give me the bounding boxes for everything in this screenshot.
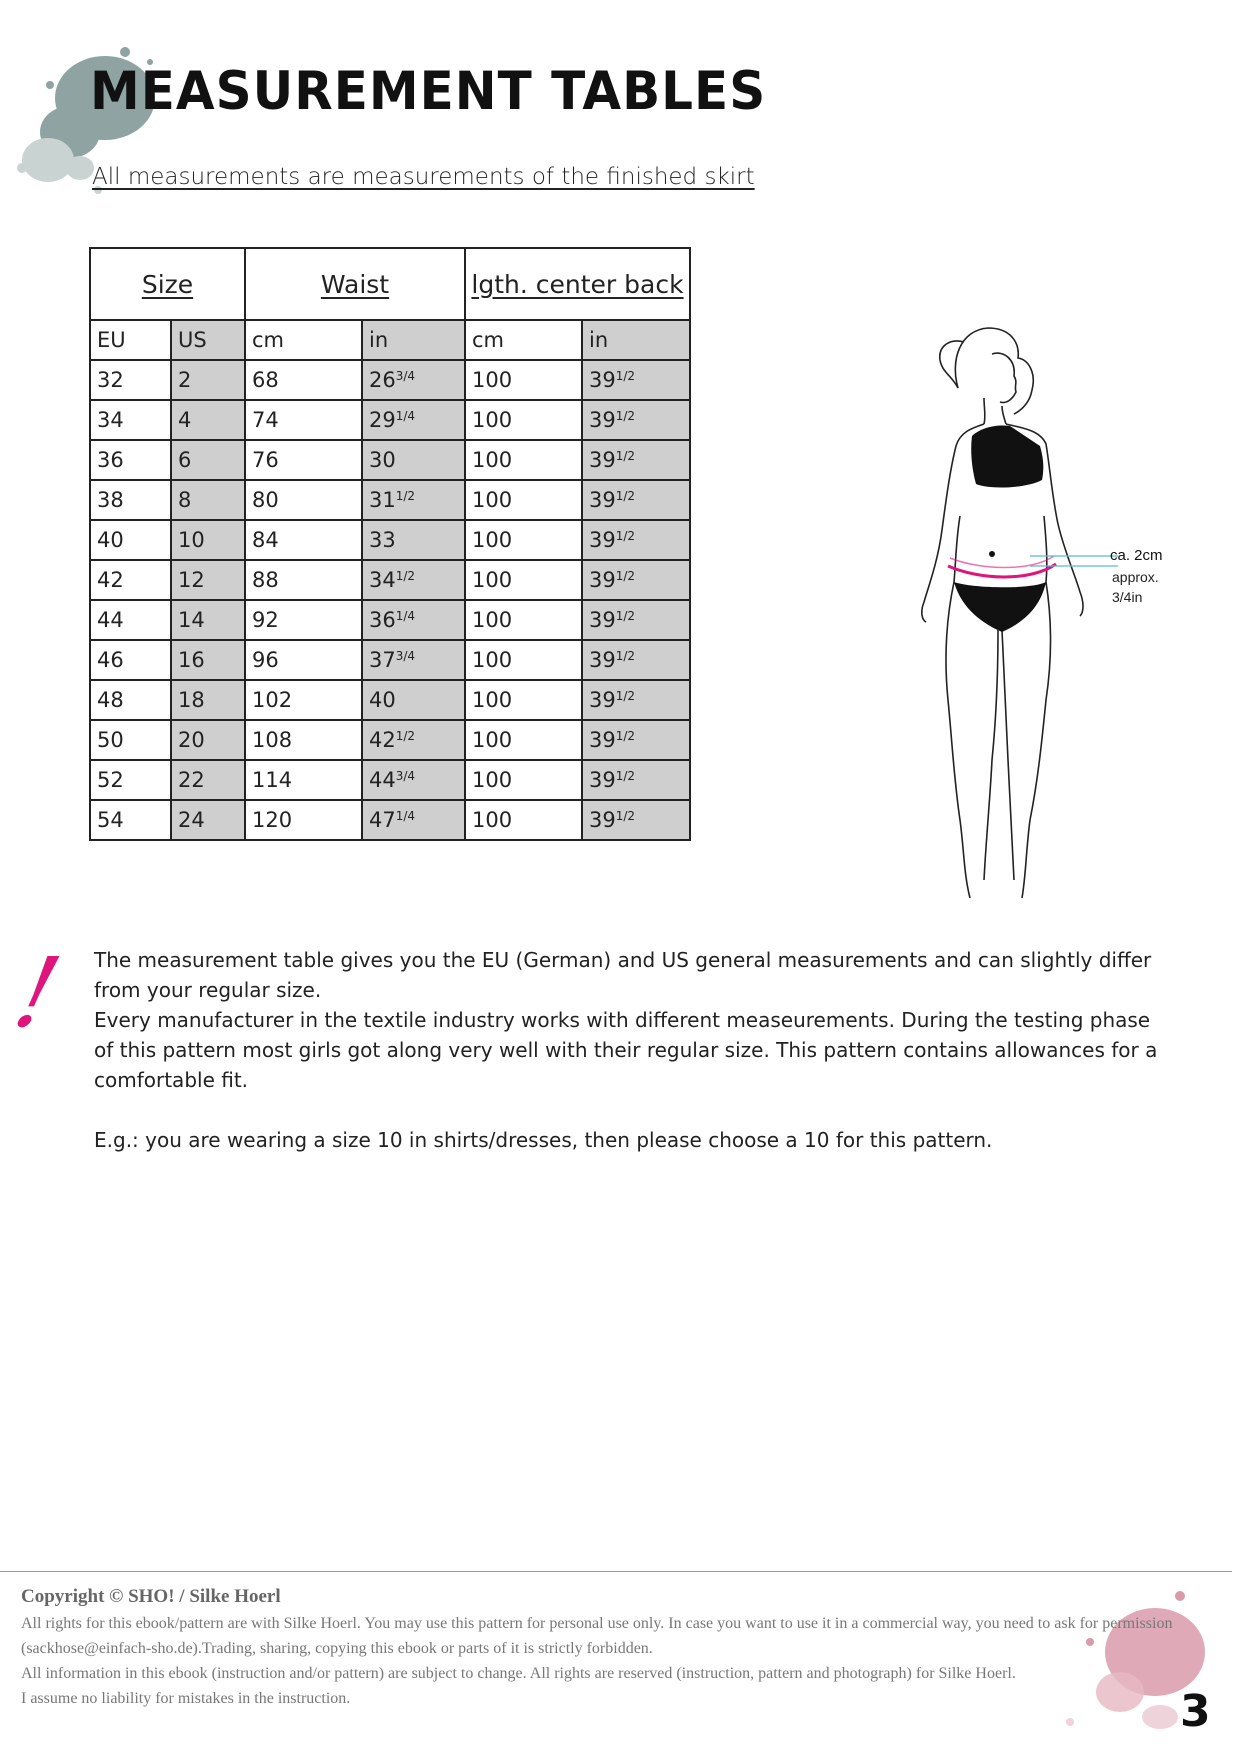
cell-eu-value: 46 <box>97 648 124 672</box>
size-note <box>94 945 1174 1155</box>
cell-length-in <box>582 800 690 840</box>
cell-us <box>171 600 245 640</box>
cell-waist-in <box>362 520 465 560</box>
cell-length-cm <box>465 400 582 440</box>
cell-eu <box>90 640 171 680</box>
cell-length-in-fraction: 1/2 <box>615 689 636 703</box>
cell-eu-value: 34 <box>97 408 124 432</box>
cell-us-value: 18 <box>178 688 205 712</box>
cell-length-cm-value: 100 <box>472 688 513 712</box>
note-paragraph-3: E.g.: you are wearing a size 10 in shirts/dresses, then please choose a 10 for this pattern. <box>94 1128 993 1152</box>
cell-length-cm-value: 100 <box>472 648 513 672</box>
cell-waist-in <box>362 720 465 760</box>
cell-us <box>171 360 245 400</box>
cell-length-in <box>582 760 690 800</box>
cell-eu-value: 54 <box>97 808 124 832</box>
cell-length-cm-value: 100 <box>472 448 513 472</box>
cell-length-in-value: 39 <box>589 688 616 712</box>
cell-us <box>171 480 245 520</box>
cell-us <box>171 520 245 560</box>
cell-us-value: 8 <box>178 488 192 512</box>
cell-length-in <box>582 680 690 720</box>
cell-eu-value: 38 <box>97 488 124 512</box>
cell-waist-in-fraction: 1/4 <box>395 409 416 423</box>
cell-eu-value: 40 <box>97 528 124 552</box>
cell-waist-cm-value: 92 <box>252 608 279 632</box>
cell-us <box>171 400 245 440</box>
cell-waist-in-fraction: 3/4 <box>395 369 416 383</box>
cell-length-cm-value: 100 <box>472 528 513 552</box>
cell-length-in <box>582 520 690 560</box>
subheader-waist-in: in <box>362 320 465 360</box>
table-row <box>90 680 690 720</box>
cell-length-in-value: 39 <box>589 728 616 752</box>
cell-eu <box>90 760 171 800</box>
cell-waist-in <box>362 760 465 800</box>
header-length: lgth. center back <box>465 248 690 320</box>
navel-marker <box>989 551 995 557</box>
cell-waist-cm <box>245 360 362 400</box>
cell-waist-in <box>362 440 465 480</box>
bikini-top <box>971 425 1043 487</box>
page-number: 3 <box>1180 1686 1211 1737</box>
note-paragraph-2: Every manufacturer in the textile industry works with different measeurements. During the testing phase of this pattern most girls got along very well with their regular size. This pattern contains allowances for a comfortable fit. <box>94 1008 1158 1092</box>
cell-waist-cm-value: 80 <box>252 488 279 512</box>
cell-us-value: 24 <box>178 808 205 832</box>
table-row <box>90 360 690 400</box>
cell-waist-cm-value: 84 <box>252 528 279 552</box>
cell-length-in-fraction: 1/2 <box>615 489 636 503</box>
cell-waist-cm <box>245 640 362 680</box>
cell-length-in-fraction: 1/2 <box>615 609 636 623</box>
cell-eu <box>90 600 171 640</box>
bikini-bottom <box>954 582 1046 632</box>
cell-length-in-value: 39 <box>589 528 616 552</box>
cell-eu <box>90 520 171 560</box>
footer-line-1: All rights for this ebook/pattern are with Silke Hoerl. You may use this pattern for personal use only. In case you want to use it in a commercial way, you need to ask for permission (sackhose@einfach-sho.de).Trading, sharing, copying this ebook or parts of it is strictly forbidden. <box>21 1615 1173 1657</box>
cell-waist-cm-value: 74 <box>252 408 279 432</box>
table-row <box>90 760 690 800</box>
cell-eu <box>90 560 171 600</box>
body-measurement-figure <box>880 320 1180 900</box>
subheader-waist-cm: cm <box>245 320 362 360</box>
table-row <box>90 560 690 600</box>
footer-divider <box>0 1571 1232 1572</box>
cell-length-in-value: 39 <box>589 488 616 512</box>
header-size: Size <box>90 248 245 320</box>
cell-length-in <box>582 600 690 640</box>
cell-us-value: 10 <box>178 528 205 552</box>
cell-length-cm-value: 100 <box>472 768 513 792</box>
footer-line-3: I assume no liability for mistakes in the instruction. <box>21 1690 351 1707</box>
cell-us <box>171 640 245 680</box>
cell-waist-in <box>362 360 465 400</box>
cell-length-in-value: 39 <box>589 808 616 832</box>
exclamation-icon: ! <box>4 937 71 1049</box>
subheader-eu: EU <box>90 320 171 360</box>
cell-length-in <box>582 640 690 680</box>
cell-waist-in-fraction: 1/4 <box>395 609 416 623</box>
cell-us <box>171 800 245 840</box>
cell-us-value: 14 <box>178 608 205 632</box>
cell-length-in <box>582 400 690 440</box>
cell-length-in-fraction: 1/2 <box>615 529 636 543</box>
cell-waist-in-fraction: 1/4 <box>395 809 416 823</box>
cell-length-cm-value: 100 <box>472 608 513 632</box>
cell-eu-value: 50 <box>97 728 124 752</box>
cell-length-in-fraction: 1/2 <box>615 409 636 423</box>
cell-length-in-value: 39 <box>589 568 616 592</box>
cell-length-in-fraction: 1/2 <box>615 769 636 783</box>
subheader-length-cm: cm <box>465 320 582 360</box>
cell-length-cm <box>465 720 582 760</box>
cell-us-value: 6 <box>178 448 192 472</box>
cell-length-in-fraction: 1/2 <box>615 809 636 823</box>
cell-length-in-fraction: 1/2 <box>615 569 636 583</box>
cell-eu <box>90 440 171 480</box>
cell-waist-in-value: 30 <box>369 448 396 472</box>
cell-waist-in-value: 36 <box>369 608 396 632</box>
cell-eu <box>90 480 171 520</box>
cell-waist-in-value: 26 <box>369 368 396 392</box>
cell-waist-cm-value: 96 <box>252 648 279 672</box>
page-title: MEASUREMENT TABLES <box>90 60 767 122</box>
cell-length-in <box>582 560 690 600</box>
cell-eu-value: 52 <box>97 768 124 792</box>
cell-waist-cm <box>245 760 362 800</box>
cell-waist-in-value: 47 <box>369 808 396 832</box>
footer-line-2: All information in this ebook (instruction and/or pattern) are subject to change. All rights are reserved (instruction, pattern and photograph) for Silke Hoerl. <box>21 1665 1016 1682</box>
cell-us-value: 20 <box>178 728 205 752</box>
cell-waist-cm <box>245 400 362 440</box>
cell-us <box>171 440 245 480</box>
cell-waist-cm-value: 114 <box>252 768 293 792</box>
cell-length-cm <box>465 680 582 720</box>
table-row <box>90 400 690 440</box>
cell-waist-in-value: 29 <box>369 408 396 432</box>
cell-waist-in-value: 42 <box>369 728 396 752</box>
cell-waist-cm <box>245 520 362 560</box>
cell-waist-in <box>362 560 465 600</box>
table-row <box>90 640 690 680</box>
cell-eu-value: 48 <box>97 688 124 712</box>
cell-waist-in-value: 33 <box>369 528 396 552</box>
cell-waist-cm <box>245 480 362 520</box>
cell-waist-cm-value: 102 <box>252 688 293 712</box>
cell-length-in-value: 39 <box>589 608 616 632</box>
cell-length-in <box>582 720 690 760</box>
table-row <box>90 720 690 760</box>
cell-length-in-fraction: 1/2 <box>615 649 636 663</box>
cell-length-in-value: 39 <box>589 448 616 472</box>
cell-waist-in-fraction: 1/2 <box>395 569 416 583</box>
cell-length-in-fraction: 1/2 <box>615 369 636 383</box>
cell-length-cm <box>465 800 582 840</box>
cell-eu-value: 32 <box>97 368 124 392</box>
cell-length-cm-value: 100 <box>472 408 513 432</box>
cell-length-in <box>582 360 690 400</box>
cell-eu <box>90 680 171 720</box>
cell-waist-cm <box>245 440 362 480</box>
footer-copyright: Copyright © SHO! / Silke Hoerl <box>21 1586 281 1607</box>
cell-waist-cm-value: 108 <box>252 728 293 752</box>
table-row <box>90 800 690 840</box>
cell-eu-value: 44 <box>97 608 124 632</box>
cell-waist-in <box>362 680 465 720</box>
cell-length-in-value: 39 <box>589 648 616 672</box>
cell-waist-in <box>362 400 465 440</box>
cell-length-in-value: 39 <box>589 768 616 792</box>
cell-waist-cm <box>245 560 362 600</box>
cell-waist-in <box>362 600 465 640</box>
measurement-table <box>89 247 691 841</box>
cell-waist-in-fraction: 1/2 <box>395 489 416 503</box>
header-waist: Waist <box>245 248 465 320</box>
figure-label-cm: ca. 2cm <box>1110 547 1163 564</box>
cell-us-value: 2 <box>178 368 192 392</box>
cell-us <box>171 760 245 800</box>
cell-length-cm-value: 100 <box>472 368 513 392</box>
cell-eu <box>90 800 171 840</box>
cell-length-cm <box>465 440 582 480</box>
cell-length-cm-value: 100 <box>472 488 513 512</box>
cell-waist-cm <box>245 800 362 840</box>
cell-waist-cm-value: 88 <box>252 568 279 592</box>
figure-label-approx: approx. <box>1112 569 1159 585</box>
cell-waist-in <box>362 800 465 840</box>
cell-length-cm-value: 100 <box>472 728 513 752</box>
cell-eu <box>90 720 171 760</box>
note-paragraph-1: The measurement table gives you the EU (German) and US general measurements and can slightly differ from your regular size. <box>94 948 1152 1002</box>
cell-waist-in-value: 34 <box>369 568 396 592</box>
cell-length-cm <box>465 600 582 640</box>
cell-waist-in-fraction: 1/2 <box>395 729 416 743</box>
cell-length-in-fraction: 1/2 <box>615 449 636 463</box>
table-row <box>90 520 690 560</box>
cell-length-in <box>582 440 690 480</box>
subheader-length-in: in <box>582 320 690 360</box>
cell-waist-in <box>362 480 465 520</box>
cell-waist-in-value: 37 <box>369 648 396 672</box>
cell-length-cm <box>465 520 582 560</box>
cell-us-value: 22 <box>178 768 205 792</box>
cell-us <box>171 560 245 600</box>
cell-length-in-fraction: 1/2 <box>615 729 636 743</box>
page-subtitle: All measurements are measurements of the finished skirt <box>92 164 755 190</box>
cell-length-cm-value: 100 <box>472 568 513 592</box>
cell-waist-cm-value: 120 <box>252 808 293 832</box>
table-row <box>90 480 690 520</box>
cell-us-value: 12 <box>178 568 205 592</box>
cell-length-in-value: 39 <box>589 408 616 432</box>
cell-eu-value: 42 <box>97 568 124 592</box>
cell-us <box>171 680 245 720</box>
cell-waist-cm <box>245 720 362 760</box>
cell-length-cm-value: 100 <box>472 808 513 832</box>
cell-waist-cm-value: 76 <box>252 448 279 472</box>
cell-length-cm <box>465 640 582 680</box>
cell-waist-in-value: 31 <box>369 488 396 512</box>
figure-label-in: 3/4in <box>1112 589 1143 605</box>
cell-length-cm <box>465 760 582 800</box>
cell-waist-cm <box>245 600 362 640</box>
cell-waist-in <box>362 640 465 680</box>
cell-eu <box>90 400 171 440</box>
cell-us <box>171 720 245 760</box>
footer <box>21 1584 1211 1711</box>
cell-waist-in-fraction: 3/4 <box>395 649 416 663</box>
cell-waist-in-fraction: 3/4 <box>395 769 416 783</box>
table-row <box>90 600 690 640</box>
cell-waist-in-value: 40 <box>369 688 396 712</box>
cell-waist-cm-value: 68 <box>252 368 279 392</box>
cell-eu <box>90 360 171 400</box>
cell-length-cm <box>465 560 582 600</box>
cell-us-value: 16 <box>178 648 205 672</box>
table-row <box>90 440 690 480</box>
cell-length-cm <box>465 360 582 400</box>
cell-length-in <box>582 480 690 520</box>
cell-length-in-value: 39 <box>589 368 616 392</box>
subheader-us: US <box>171 320 245 360</box>
cell-us-value: 4 <box>178 408 192 432</box>
cell-length-cm <box>465 480 582 520</box>
cell-eu-value: 36 <box>97 448 124 472</box>
cell-waist-in-value: 44 <box>369 768 396 792</box>
cell-waist-cm <box>245 680 362 720</box>
